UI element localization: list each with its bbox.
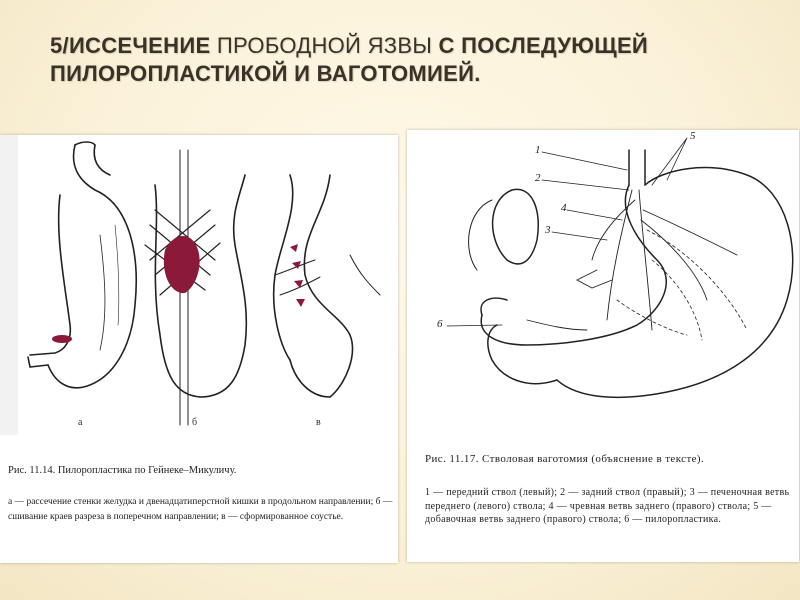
right-figure-panel [407,130,799,562]
title-part-1: 5/ИССЕЧЕНИЕ [50,33,217,58]
figure-c-drawing [274,175,380,397]
figure-letter-c: в [316,417,321,428]
label-number-2: 2 [535,172,541,184]
label-number-3: 3 [545,224,551,236]
slide-title [50,32,750,88]
left-caption-body: а — рассечение стенки желудка и двенадцатиперстной кишки в продольном направлении; б — сшивание краев разреза в поперечном направлении; в — сформированное соустье. [8,497,393,522]
label-number-4: 4 [561,202,567,214]
figure-letter-a: а [78,417,83,428]
label-number-1: 1 [535,144,541,156]
tissue-highlights [52,236,305,343]
figure-b-drawing [145,150,246,425]
right-caption-title: Рис. 11.17. Стволовая ваготомия (объяснение в тексте). [425,453,705,465]
left-caption-title: Рис. 11.14. Пилоропластика по Гейнеке–Микуличу. [8,465,237,476]
title-part-3: С ПОСЛЕДУЮЩЕЙ ПИЛОРОПЛАСТИКОЙ И ВАГОТОМИЕЙ. [50,33,649,86]
figure-letter-b: б [192,417,198,428]
label-number-5: 5 [690,130,696,142]
title-part-2: ПРОБОДНОЙ ЯЗВЫ [216,33,439,58]
right-caption-body: 1 — передний ствол (левый); 2 — задний ствол (правый); 3 — печеночная ветвь переднего (левого) ствола; 4 — чревная ветвь заднего (правого) ствола; 5 — добавочная ветвь заднего (правого) ствола; 6 — пилоропластика. [425,487,790,525]
figure-a-drawing [28,142,136,388]
label-number-6: 6 [437,318,443,330]
left-figure-panel [0,135,398,563]
